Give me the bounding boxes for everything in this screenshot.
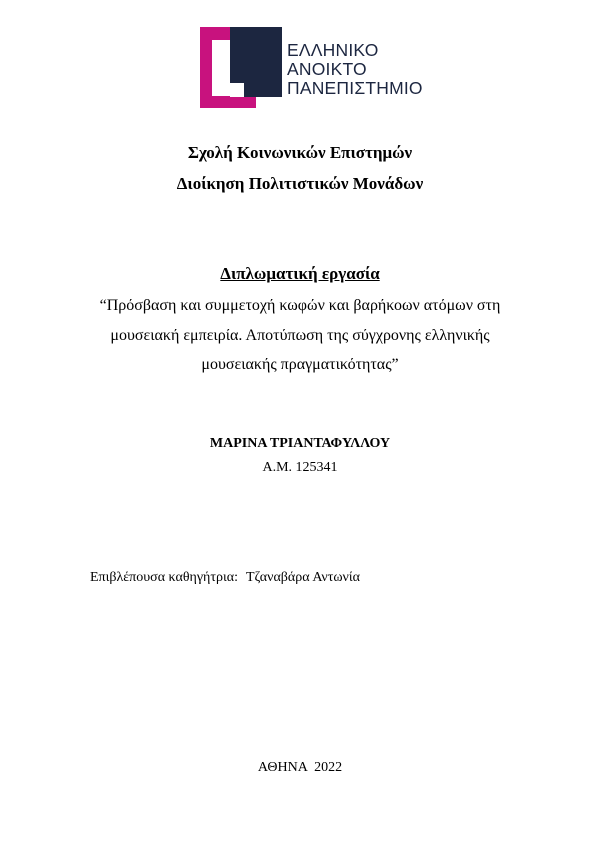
supervisor-name: Τζαναβάρα Αντωνία [245, 570, 360, 585]
school-name: Σχολή Κοινωνικών Επιστημών [187, 143, 413, 162]
author-name: ΜΑΡΙΝΑ ΤΡΙΑΝΤΑΦΥΛΛΟΥ [209, 436, 391, 451]
registration-number: Α.Μ. 125341 [262, 460, 338, 475]
logo-step-cut [230, 83, 244, 97]
thesis-title-line-1: “Πρόσβαση και συμμετοχή κωφών και βαρήκοων ατόμων στη [99, 297, 501, 314]
logo-text-line-3: ΠΑΝΕΠΙΣΤΗΜΙΟ [287, 78, 423, 98]
thesis-type-heading: Διπλωματική εργασία [220, 264, 380, 283]
thesis-title-line-2: μουσειακή εμπειρία. Αποτύπωση της σύγχρονης ελληνικής [110, 327, 490, 344]
supervisor-line [90, 570, 360, 586]
place-and-year: ΑΘΗΝΑ 2022 [257, 760, 343, 775]
logo-text-line-2: ΑΝΟΙΚΤΟ [287, 59, 367, 79]
university-logo-text [287, 41, 423, 98]
thesis-title-line-3: μουσειακής πραγματικότητας” [201, 356, 399, 373]
department-name: Διοίκηση Πολιτιστικών Μονάδων [176, 174, 424, 193]
supervisor-label: Επιβλέπουσα καθηγήτρια: [90, 570, 238, 585]
logo-text-line-1: ΕΛΛΗΝΙΚΟ [287, 40, 379, 60]
